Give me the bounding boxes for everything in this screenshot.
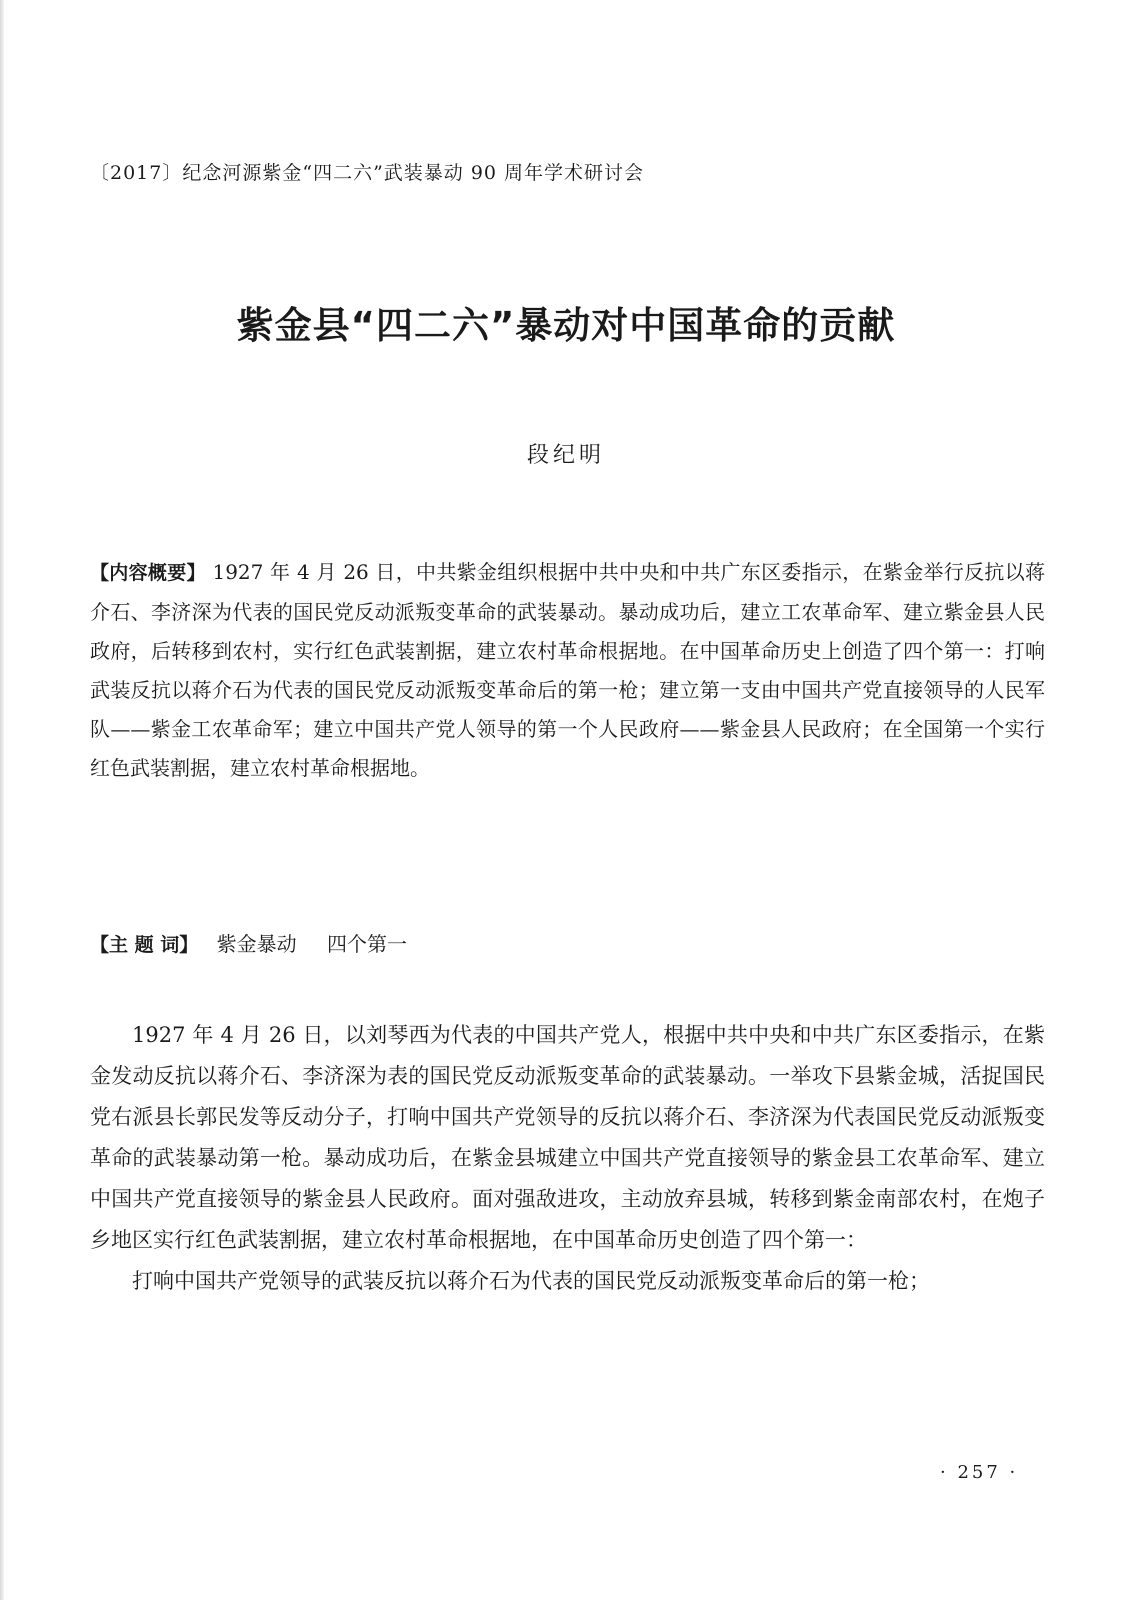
keywords-section (90, 928, 407, 957)
body-paragraph: 1927 年 4 月 26 日，以刘琴西为代表的中国共产党人，根据中共中央和中共广东区委指示，在紫金发动反抗以蒋介石、李济深为表的国民党反动派叛变革命的武装暴动。一举攻下县紫金城，活捉国民党右派县长郭民发等反动分子，打响中国共产党领导的反抗以蒋介石、李济深为代表国民党反动派叛变革命的武装暴动第一枪。暴动成功后，在紫金县城建立中国共产党直接领导的紫金县工农革命军、建立中国共产党直接领导的紫金县人民政府。面对强敌进攻，主动放弃县城，转移到紫金南部农村，在炮子乡地区实行红色武装割据，建立农村革命根据地，在中国革命历史创造了四个第一： (90, 1023, 1045, 1252)
keyword-item: 四个第一 (326, 932, 407, 956)
keyword-item: 紫金暴动 (216, 932, 297, 956)
body-paragraph: 打响中国共产党领导的武装反抗以蒋介石为代表的国民党反动派叛变革命后的第一枪； (132, 1269, 930, 1293)
body-text (90, 1015, 1045, 1302)
abstract-label: 【内容概要】 (90, 562, 206, 584)
keywords-label: 【主 题 词】 (90, 934, 199, 956)
abstract-section (90, 553, 1045, 788)
article-author: 段纪明 (526, 443, 605, 468)
page-number: · 257 · (940, 1462, 1019, 1483)
conference-header: 〔2017〕纪念河源紫金“四二六”武装暴动 90 周年学术研讨会 (90, 162, 645, 184)
abstract-text: 1927 年 4 月 26 日，中共紫金组织根据中共中央和中共广东区委指示，在紫金举行反抗以蒋介石、李济深为代表的国民党反动派叛变革命的武装暴动。暴动成功后，建立工农革命军、建立紫金县人民政府，后转移到农村，实行红色武装割据，建立农村革命根据地。在中国革命历史上创造了四个第一：打响武装反抗以蒋介石为代表的国民党反动派叛变革命后的第一枪；建立第一支由中国共产党直接领导的人民军队——紫金工农革命军；建立中国共产党人领导的第一个人民政府——紫金县人民政府；在全国第一个实行红色武装割据，建立农村革命根据地。 (90, 560, 1045, 780)
scan-edge (0, 0, 4, 1600)
article-title: 紫金县“四二六”暴动对中国革命的贡献 (236, 304, 896, 347)
